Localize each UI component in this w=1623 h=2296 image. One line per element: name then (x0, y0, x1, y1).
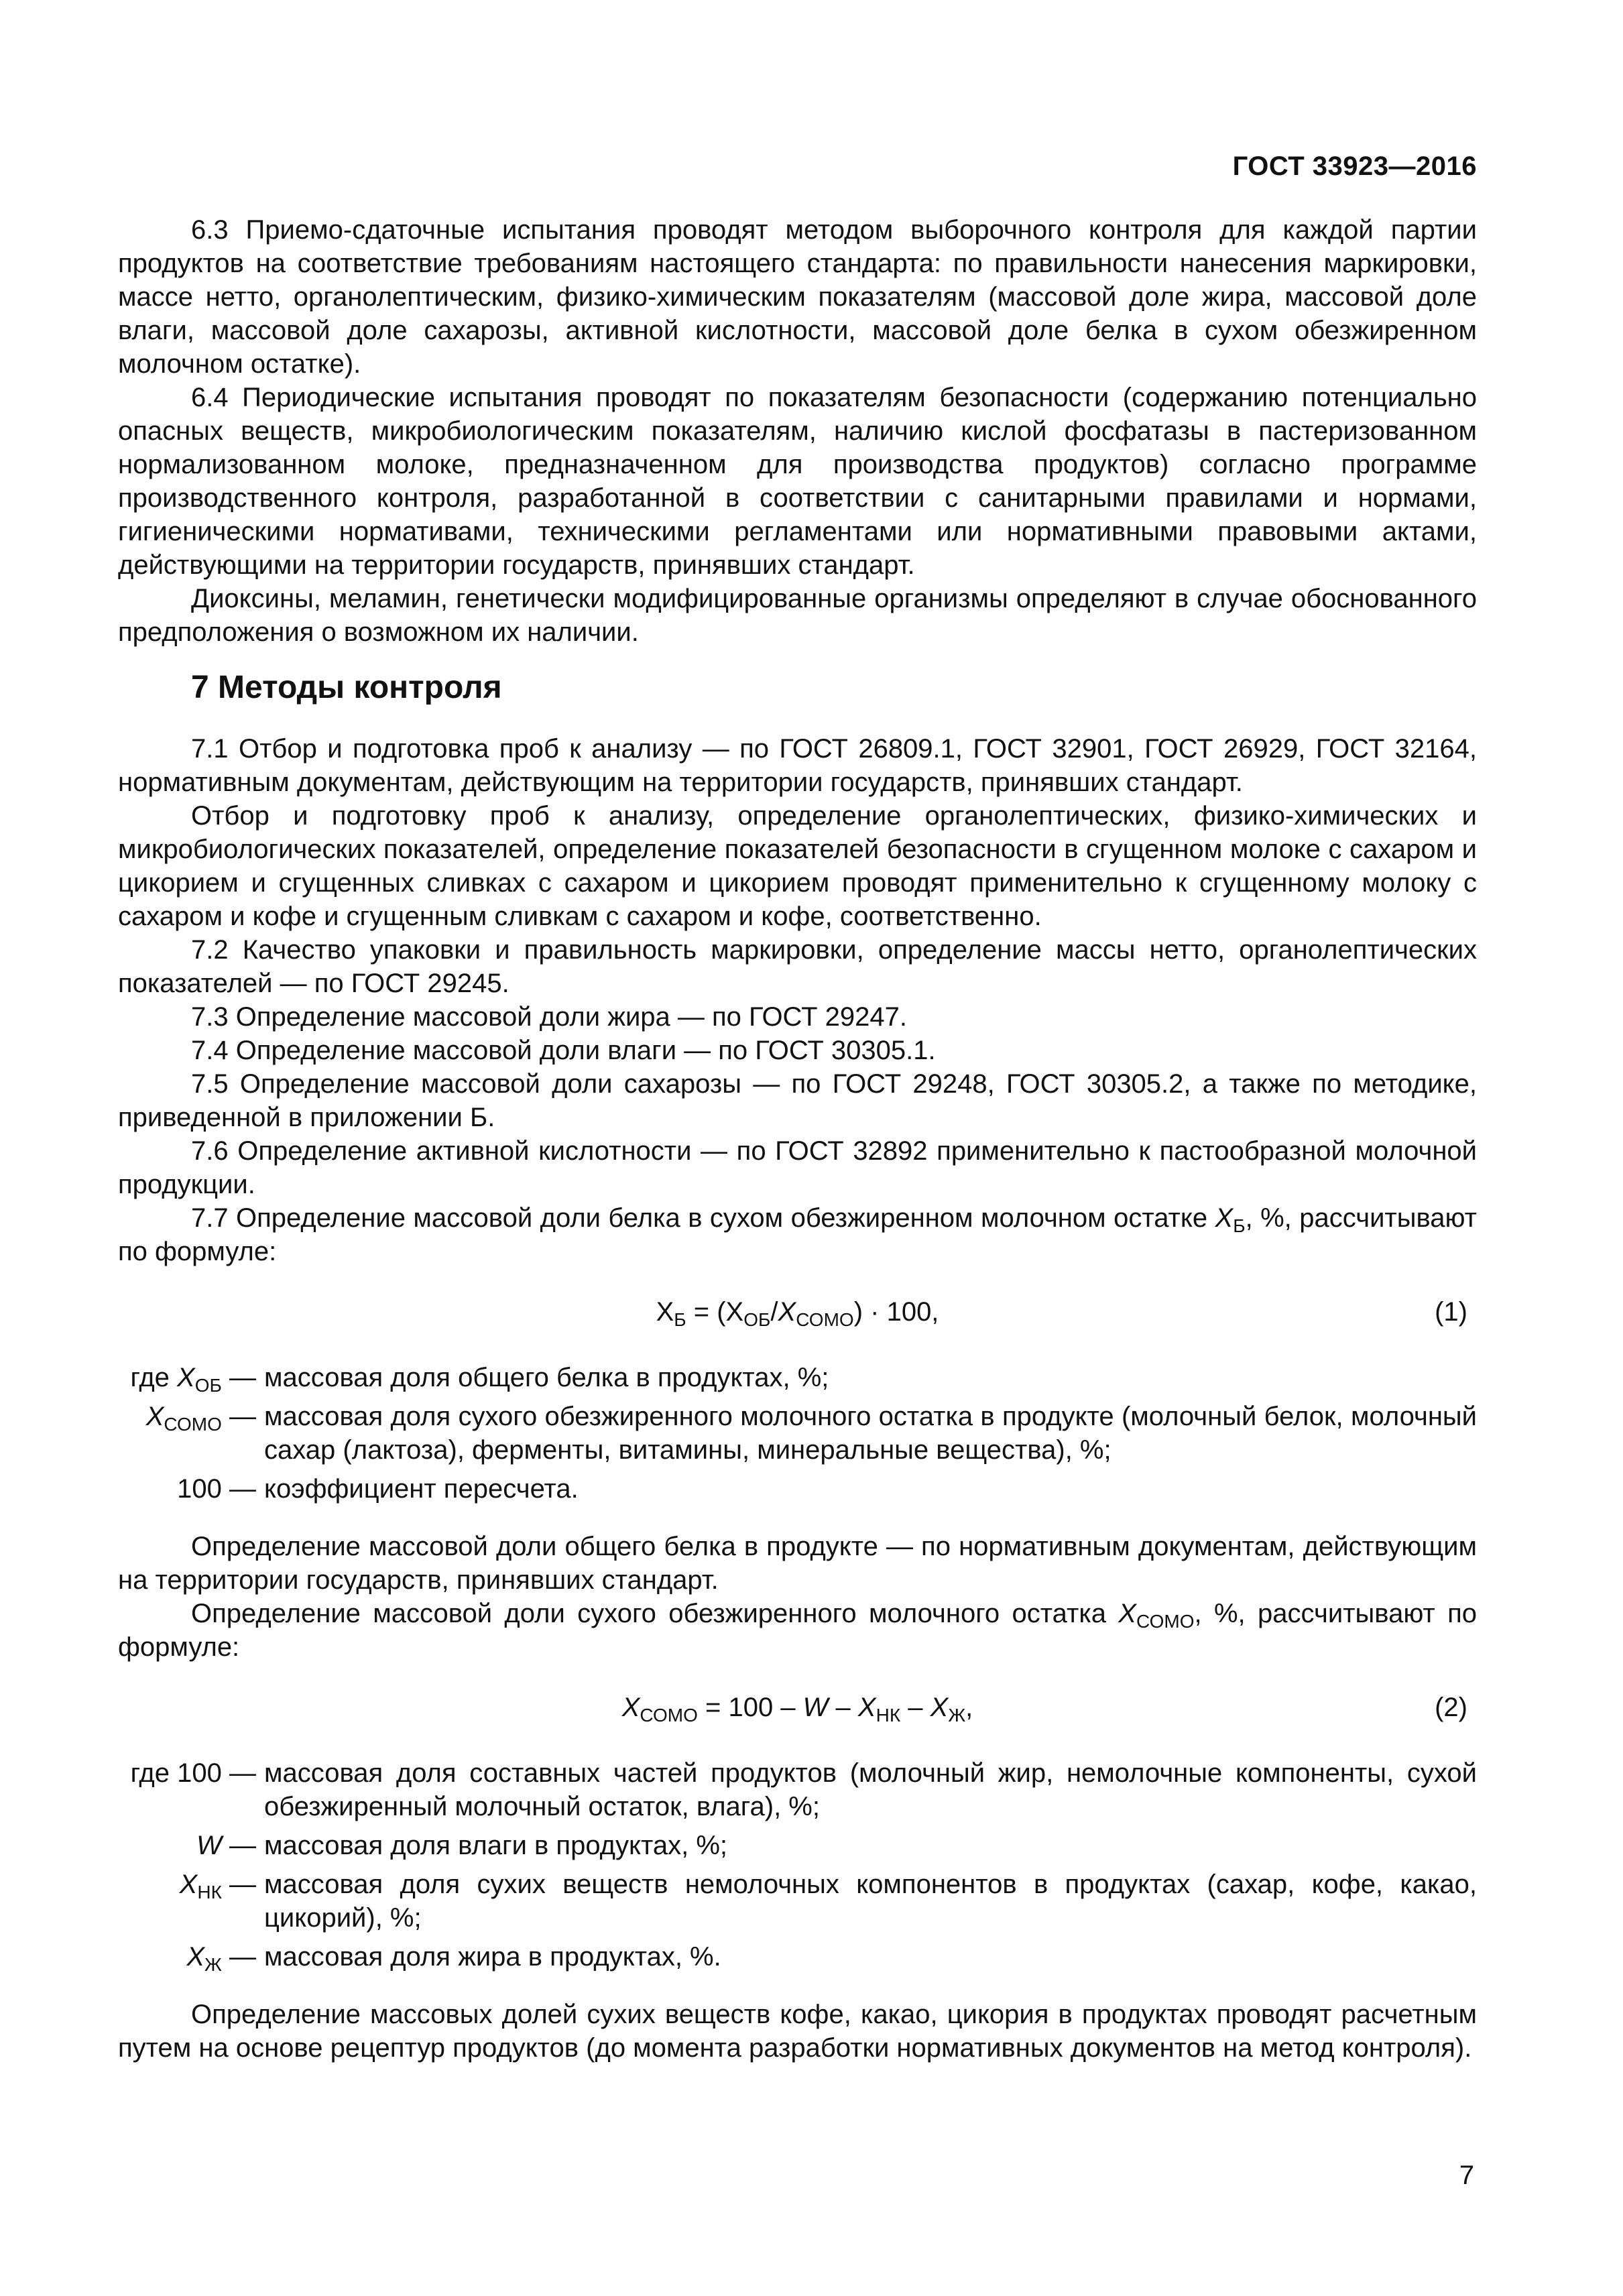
definition-row (118, 1756, 1477, 1823)
formula-2-definitions (118, 1756, 1477, 1974)
definition-row (118, 1400, 1477, 1467)
definition-term: $X_Ж$ — (186, 1942, 256, 1975)
definition-term: где $X_{ОБ}$ — (130, 1363, 256, 1396)
paragraph-7-2: 7.2 Качество упаковки и правильность маркировки, определение массы нетто, органолептических показателей — по ГОСТ 29245. (118, 935, 1477, 998)
definition-text: массовая доля сухого обезжиренного молочного остатка в продукте (молочный белок, молочный сахар (лактоза), ферменты, витамины, минеральные вещества), %; (264, 1402, 1477, 1465)
paragraph-7-3: 7.3 Определение массовой доли жира — по ГОСТ 29247. (191, 1002, 908, 1032)
definition-text: массовая доля общего белка в продуктах, %; (264, 1363, 829, 1392)
definition-term: $X_{НК}$ — (179, 1870, 256, 1902)
definition-row (118, 1472, 1477, 1506)
formula-1 (118, 1295, 1477, 1329)
section-7-title: 7 Методы контроля (191, 670, 502, 705)
definition-row (118, 1829, 1477, 1862)
paragraph-7-7: 7.7 Определение массовой доли белка в сухом обезжиренном молочном остатке $X_Б$, %, рассчитывают по формуле: (118, 1203, 1477, 1266)
definition-text: коэффициент пересчета. (264, 1474, 579, 1504)
paragraph-7-1: 7.1 Отбор и подготовка проб к анализу — по ГОСТ 26809.1, ГОСТ 32901, ГОСТ 26929, ГОСТ 32164, нормативным документам, действующим на территории государств, принявших стандарт. (118, 734, 1477, 797)
definition-row (118, 1940, 1477, 1974)
definition-text: массовая доля сухих веществ немолочных компонентов в продуктах (сахар, кофе, какао, цикорий), %; (264, 1870, 1477, 1933)
page-number: 7 (1459, 2161, 1474, 2190)
paragraph-7-5: 7.5 Определение массовой доли сахарозы — по ГОСТ 29248, ГОСТ 30305.2, а также по методике, приведенной в приложении Б. (118, 1069, 1477, 1132)
definition-row (118, 1868, 1477, 1935)
definition-text: массовая доля составных частей продуктов (молочный жир, немолочные компоненты, сухой обезжиренный молочный остаток, влага), %; (264, 1758, 1477, 1821)
paragraph-7-4: 7.4 Определение массовой доли влаги — по ГОСТ 30305.1. (191, 1036, 936, 1065)
definition-term: W — (196, 1831, 256, 1860)
definition-row (118, 1361, 1477, 1394)
definition-text: массовая доля влаги в продуктах, %; (264, 1831, 727, 1860)
definition-term: 100 — (177, 1474, 256, 1504)
formula-2-expression: $X_{СОМО} = 100 - W - X_{НК} - X_Ж$, (621, 1693, 973, 1726)
paragraph-dioxins: Диоксины, меламин, генетически модифицированные организмы определяют в случае обоснованного предположения о возможном их наличии. (118, 584, 1477, 647)
paragraph-total-protein: Определение массовой доли общего белка в продукте — по нормативным документам, действующим на территории государств, принявших стандарт. (118, 1532, 1477, 1595)
formula-2-number: (2) (1435, 1693, 1467, 1722)
paragraph-7-1-sampling: Отбор и подготовку проб к анализу, определение органолептических, физико-химических и микробиологических показателей, определение показателей безопасности в сгущенном молоке с сахаром и цикорием и сгущенных сливках с сахаром и цикорием проводят применительно к сгущенному молоку с сахаром и кофе и сгущенным сливкам с сахаром и кофе, соответственно. (118, 801, 1477, 931)
formula-1-number: (1) (1435, 1297, 1467, 1327)
paragraph-7-6: 7.6 Определение активной кислотности — по ГОСТ 32892 применительно к пастообразной молочной продукции. (118, 1136, 1477, 1199)
formula-1-definitions (118, 1361, 1477, 1506)
definition-term: где 100 — (130, 1758, 256, 1788)
formula-2 (118, 1691, 1477, 1724)
formula-1-expression: $X_Б = (X_{ОБ}/X_{СОМО}) \cdot 100$, (656, 1297, 939, 1330)
page-content (118, 213, 1477, 2065)
paragraph-final: Определение массовых долей сухих веществ кофе, какао, цикория в продуктах проводят расчетным путем на основе рецептур продуктов (до момента разработки нормативных документов на метод контроля). (118, 2000, 1477, 2063)
paragraph-6-3: 6.3 Приемо-сдаточные испытания проводят методом выборочного контроля для каждой партии продуктов на соответствие требованиям настоящего стандарта: по правильности нанесения маркировки, массе нетто, органолептическим, физико-химическим показателям (массовой доле жира, массовой доле влаги, массовой доле сахарозы, активной кислотности, массовой доле белка в сухом обезжиренном молочном остатке). (118, 215, 1477, 379)
paragraph-6-4: 6.4 Периодические испытания проводят по показателям безопасности (содержанию потенциально опасных веществ, микробиологическим показателям, наличию кислой фосфатазы в пастеризованном нормализованном молоке, предназначенном для производства продуктов) согласно программе производственного контроля, разработанной в соответствии с санитарными правилами и нормами, гигиеническими нормативами, техническими регламентами или нормативными правовыми актами, действующими на территории государств, принявших стандарт. (118, 383, 1477, 580)
document-code-header: ГОСТ 33923—2016 (1232, 152, 1477, 181)
paragraph-somo: Определение массовой доли сухого обезжиренного молочного остатка $X_{СОМО}$, %, рассчитывают по формуле: (118, 1599, 1478, 1662)
definition-text: массовая доля жира в продуктах, %. (264, 1942, 721, 1972)
definition-term: $X_{СОМО}$ — (145, 1402, 256, 1435)
